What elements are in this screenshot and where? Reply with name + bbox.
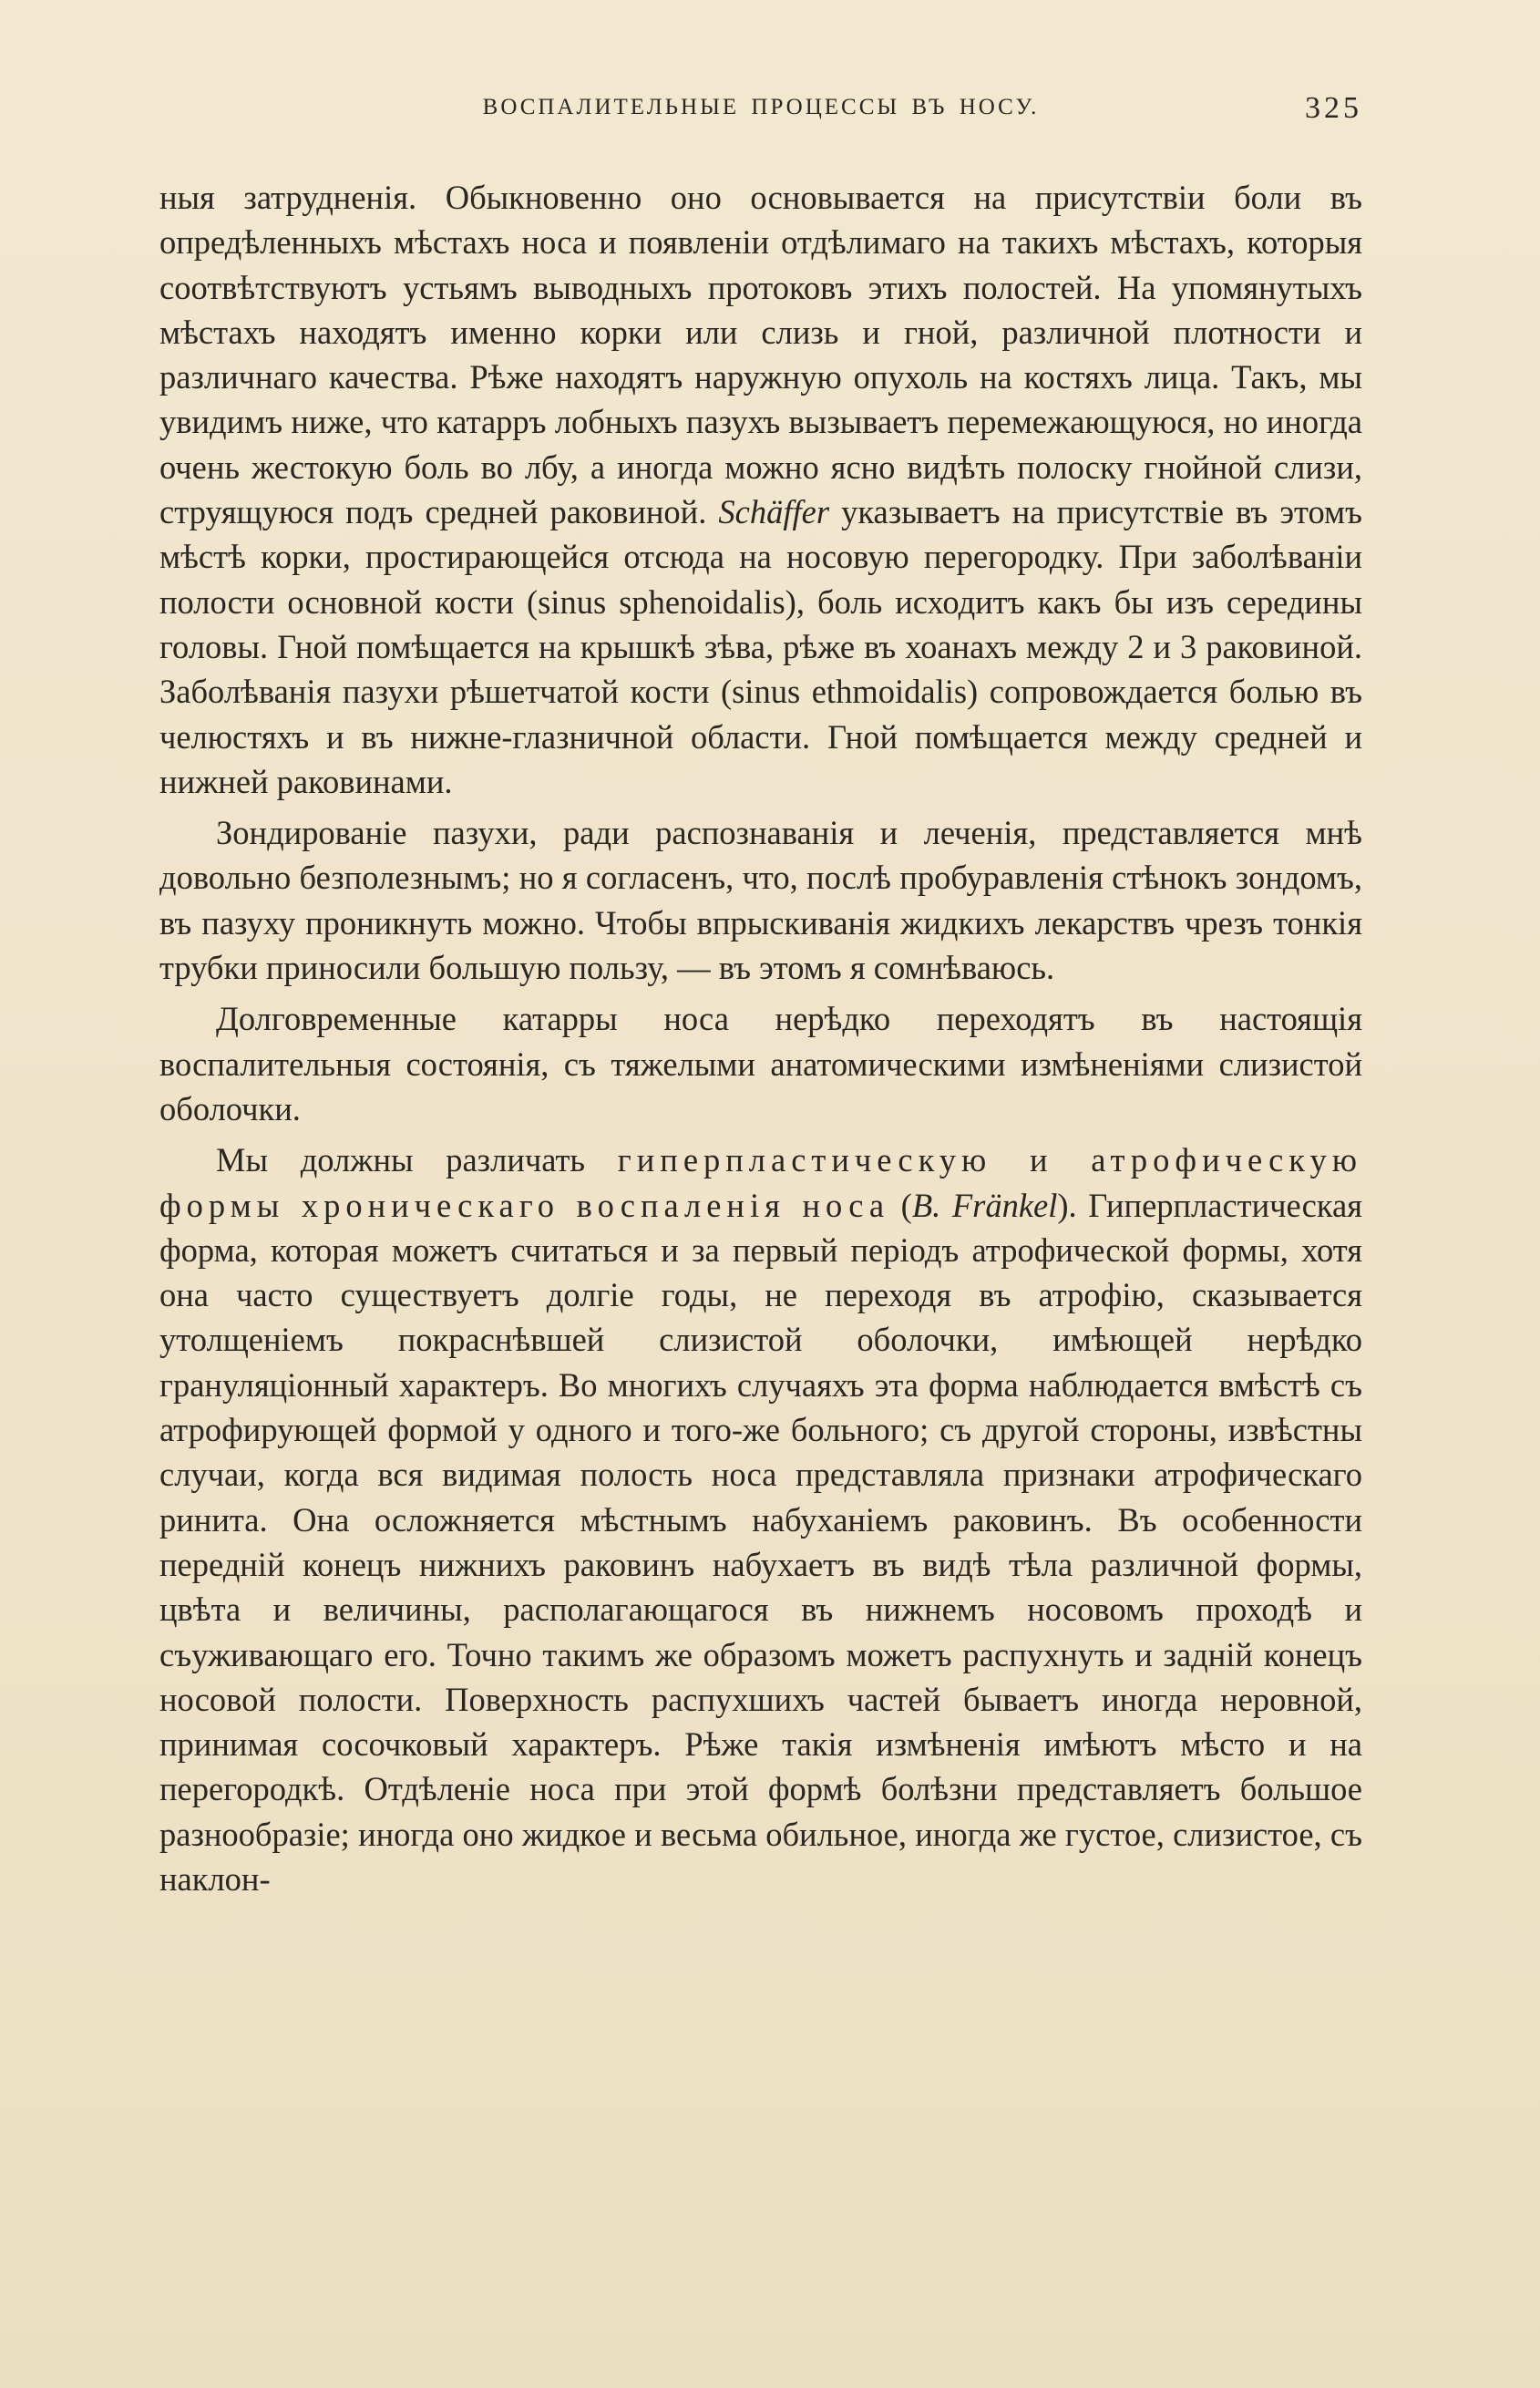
paragraph-4 [159, 1137, 1362, 1901]
page-header [159, 91, 1362, 131]
paragraph-1 [159, 175, 1362, 804]
paragraph-2 [159, 810, 1362, 990]
page-number: 325 [1305, 91, 1362, 125]
spaced-emphasis: гиперпластическую и атрофическую формы хроническаго воспаленія носа [159, 1141, 1362, 1224]
text-segment: указываетъ на присутствіе въ этомъ мѣстѣ корки, простирающейся отсюда на носовую перегородку. При заболѣваніи полости основной кости (sinus sphenoidalis), боль исходитъ какъ бы изъ середины головы. Гной помѣщается на крышкѣ зѣва, рѣже въ хоанахъ между 2 и 3 раковиной. Заболѣванія пазухи рѣшетчатой кости (sinus ethmoidalis) сопровождается болью въ челюстяхъ и въ нижне-глазничной области. Гной помѣщается между средней и нижней раковинами. [159, 493, 1362, 800]
author-name-schaffer: Schäffer [718, 493, 830, 531]
text-segment: ныя затрудненія. Обыкновенно оно основывается на присутствіи боли въ опредѣленныхъ мѣстахъ носа и появленіи отдѣлимаго на такихъ мѣстахъ, которыя соотвѣтствуютъ устьямъ выводныхъ протоковъ этихъ полостей. На упомянутыхъ мѣстахъ находятъ именно корки или слизь и гной, различной плотности и различнаго качества. Рѣже находятъ наружную опухоль на костяхъ лица. Такъ, мы увидимъ ниже, что катарръ лобныхъ пазухъ вызываетъ перемежающуюся, но иногда очень жестокую боль во лбу, а иногда можно ясно видѣть полоску гнойной слизи, струящуюся подъ средней раковиной. [159, 179, 1362, 531]
body-text [159, 175, 1362, 1908]
text-segment: ). Гиперпластическая форма, которая можетъ считаться и за первый періодъ атрофической формы, хотя она часто существуетъ долгіе годы, не переходя въ атрофію, сказывается утолщеніемъ покраснѣвшей слизистой оболочки, имѣющей нерѣдко грануляціонный характеръ. Во многихъ случаяхъ эта форма наблюдается вмѣстѣ съ атрофирующей формой у одного и того-же больного; съ другой стороны, извѣстны случаи, когда вся видимая полость носа представляла признаки атрофическаго ринита. Она осложняется мѣстнымъ набуханіемъ раковинъ. Въ особенности передній конецъ нижнихъ раковинъ набухаетъ въ видѣ тѣла различной формы, цвѣта и величины, располагающагося въ нижнемъ носовомъ проходѣ и съуживающаго его. Точно такимъ же образомъ можетъ распухнуть и задній конецъ носовой полости. Поверхность распухшихъ частей бываетъ иногда неровной, принимая сосочковый характеръ. Рѣже такія измѣненія имѣютъ мѣсто и на перегородкѣ. Отдѣленіе носа при этой формѣ болѣзни представляетъ большое разнообразіе; иногда оно жидкое и весьма обильное, иногда же густое, слизистое, съ наклон- [159, 1186, 1362, 1898]
running-title: ВОСПАЛИТЕЛЬНЫЕ ПРОЦЕССЫ ВЪ НОСУ. [482, 95, 1040, 119]
text-segment: ( [889, 1186, 912, 1224]
author-name-frankel: B. Fränkel [911, 1186, 1058, 1224]
text-segment: Мы должны различать [216, 1141, 618, 1179]
paragraph-3 [159, 996, 1362, 1131]
text-segment: Долговременные катарры носа нерѣдко переходятъ въ настоящія воспалительныя состоянія, съ тяжелыми анатомическими измѣненіями слизистой оболочки. [159, 1000, 1362, 1127]
text-segment: Зондированіе пазухи, ради распознаванія и леченія, представляется мнѣ довольно безполезнымъ; но я согласенъ, что, послѣ пробуравленія стѣнокъ зондомъ, въ пазуху проникнуть можно. Чтобы впрыскиванія жидкихъ лекарствъ чрезъ тонкія трубки приносили большую пользу, — въ этомъ я сомнѣваюсь. [159, 814, 1362, 987]
